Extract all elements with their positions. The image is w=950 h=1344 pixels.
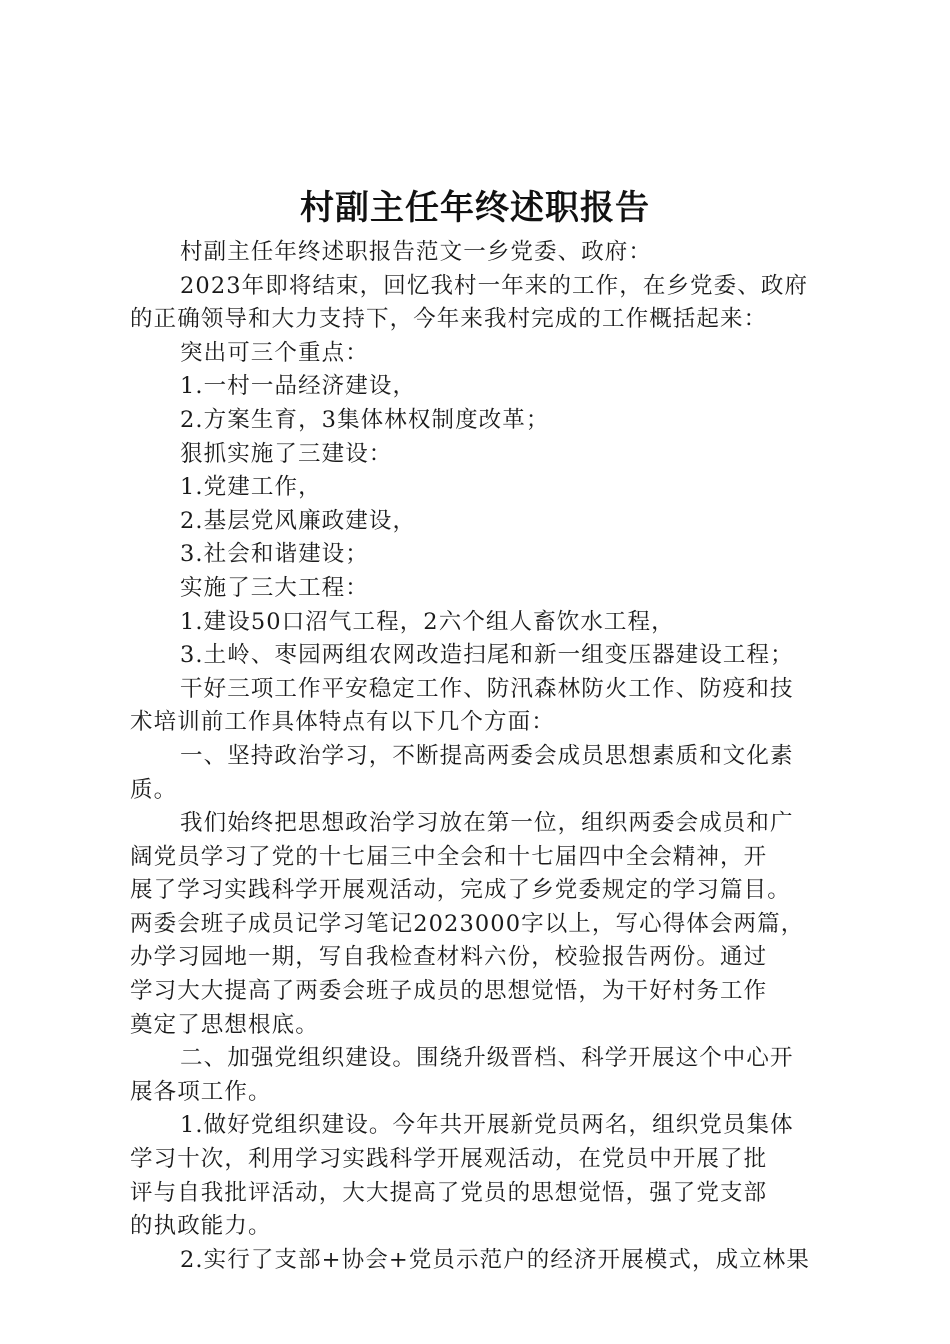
text-line: 2.实行了支部+协会+党员示范户的经济开展模式，成立林果 bbox=[180, 1246, 810, 1273]
text-line: 展了学习实践科学开展观活动，完成了乡党委规定的学习篇目。 bbox=[130, 877, 791, 904]
text-line: 奠定了思想根底。 bbox=[130, 1011, 319, 1038]
text-line: 1.一村一品经济建设， bbox=[180, 373, 417, 400]
text-line: 二、加强党组织建设。围绕升级晋档、科学开展这个中心开 bbox=[180, 1045, 794, 1072]
text-line: 突出可三个重点： bbox=[180, 339, 369, 366]
text-line: 展各项工作。 bbox=[130, 1078, 272, 1105]
document-title: 村副主任年终述职报告 bbox=[300, 188, 650, 228]
text-line: 学习大大提高了两委会班子成员的思想觉悟，为干好村务工作 bbox=[130, 978, 768, 1005]
text-line: 的执政能力。 bbox=[130, 1213, 272, 1240]
text-line: 干好三项工作平安稳定工作、防汛森林防火工作、防疫和技 bbox=[180, 675, 794, 702]
text-line: 1.建设50口沼气工程，2六个组人畜饮水工程， bbox=[180, 608, 675, 635]
document-body bbox=[130, 236, 830, 1277]
text-line: 术培训前工作具体特点有以下几个方面： bbox=[130, 709, 555, 736]
text-line: 村副主任年终述职报告范文一乡党委、政府： bbox=[180, 239, 653, 265]
text-line: 的正确领导和大力支持下，今年来我村完成的工作概括起来： bbox=[130, 306, 768, 333]
text-line: 学习十次，利用学习实践科学开展观活动，在党员中开展了批 bbox=[130, 1146, 768, 1173]
text-line: 1.做好党组织建设。今年共开展新党员两名，组织党员集体 bbox=[180, 1112, 794, 1139]
text-line: 评与自我批评活动，大大提高了党员的思想觉悟，强了党支部 bbox=[130, 1179, 768, 1206]
text-line: 实施了三大工程： bbox=[180, 574, 369, 601]
text-line: 狠抓实施了三建设： bbox=[180, 440, 393, 467]
text-line: 质。 bbox=[130, 776, 178, 803]
text-line: 2023年即将结束，回忆我村一年来的工作，在乡党委、政府 bbox=[180, 272, 809, 299]
text-line: 2.方案生育，3集体林权制度改革； bbox=[180, 406, 550, 433]
text-line: 一、坚持政治学习，不断提高两委会成员思想素质和文化素 bbox=[180, 742, 794, 769]
text-line: 3.社会和谐建设； bbox=[180, 541, 369, 568]
text-line: 2.基层党风廉政建设， bbox=[180, 507, 417, 534]
text-line: 阔党员学习了党的十七届三中全会和十七届四中全会精神，开 bbox=[130, 843, 768, 870]
text-line: 3.土岭、枣园两组农网改造扫尾和新一组变压器建设工程； bbox=[180, 642, 794, 669]
text-line: 两委会班子成员记学习笔记2023000字以上，写心得体会两篇， bbox=[130, 910, 805, 937]
text-line: 办学习园地一期，写自我检查材料六份，校验报告两份。通过 bbox=[130, 944, 768, 971]
text-line: 1.党建工作， bbox=[180, 474, 322, 501]
text-line: 我们始终把思想政治学习放在第一位，组织两委会成员和广 bbox=[180, 810, 794, 837]
